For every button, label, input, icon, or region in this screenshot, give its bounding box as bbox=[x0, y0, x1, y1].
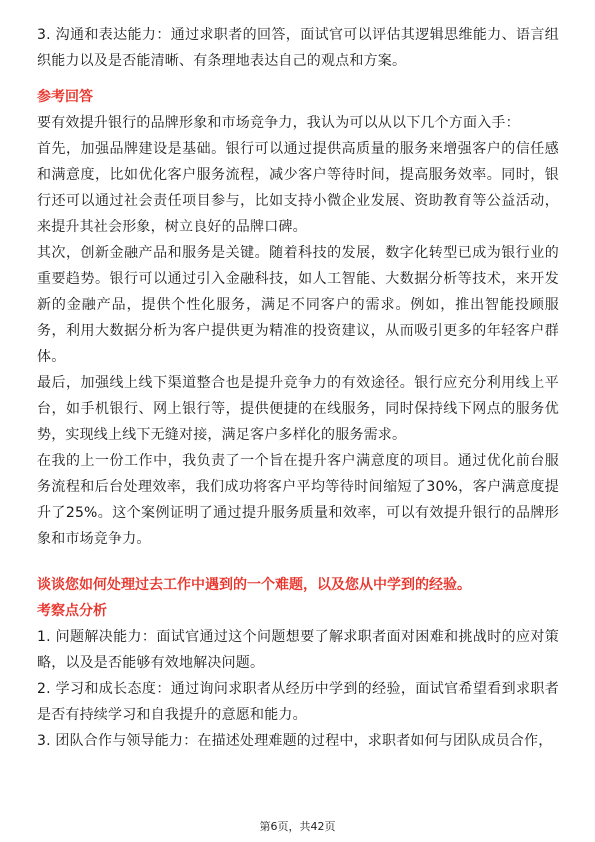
answer-paragraph-example: 在我的上一份工作中，我负责了一个旨在提升客户满意度的项目。通过优化前台服务流程和后台处理效率，我们成功将客户平均等待时间缩短了30%，客户满意度提升了25%。这个案例证明了通过提升服务质量和效率，可以有效提升银行的品牌形象和市场竞争力。 bbox=[37, 453, 559, 547]
analysis-item-3: 3. 团队合作与领导能力：在描述处理难题的过程中，求职者如何与团队成员合作， bbox=[37, 733, 553, 749]
interview-question: 谈谈您如何处理过去工作中遇到的一个难题，以及您从中学到的经验。 bbox=[37, 577, 471, 593]
answer-paragraph-last: 最后，加强线上线下渠道整合也是提升竞争力的有效途径。银行应充分利用线上平台，如手机银行、网上银行等，提供便捷的在线服务，同时保持线下网点的服务优势，实现线上线下无缝对接，满足客户多样化的服务需求。 bbox=[37, 375, 559, 443]
reference-answer-heading: 参考回答 bbox=[37, 89, 93, 105]
page-footer: 第6页，共42页 bbox=[259, 820, 336, 833]
analysis-heading: 考察点分析 bbox=[37, 603, 107, 619]
answer-paragraph-intro: 要有效提升银行的品牌形象和市场竞争力，我认为可以从以下几个方面入手： bbox=[37, 115, 520, 131]
analysis-item-1: 1. 问题解决能力：面试官通过这个问题想要了解求职者面对困难和挑战时的应对策略，以及是否能够有效地解决问题。 bbox=[37, 629, 559, 671]
answer-paragraph-second: 其次，创新金融产品和服务是关键。随着科技的发展，数字化转型已成为银行业的重要趋势。银行可以通过引入金融科技，如人工智能、大数据分析等技术，来开发新的金融产品，提供个性化服务，满足不同客户的需求。例如，推出智能投顾服务，利用大数据分析为客户提供更为精准的投资建议，从而吸引更多的年轻客户群体。 bbox=[37, 245, 559, 365]
answer-paragraph-first: 首先，加强品牌建设是基础。银行可以通过提供高质量的服务来增强客户的信任感和满意度，比如优化客户服务流程，减少客户等待时间，提高服务效率。同时，银行还可以通过社会责任项目参与，比如支持小微企业发展、资助教育等公益活动，来提升其社会形象，树立良好的品牌口碑。 bbox=[37, 141, 559, 235]
analysis-item-2: 2. 学习和成长态度：通过询问求职者从经历中学到的经验，面试官希望看到求职者是否有持续学习和自我提升的意愿和能力。 bbox=[37, 681, 559, 723]
page-content bbox=[37, 22, 559, 754]
analysis-item-3-prev: 3. 沟通和表达能力：通过求职者的回答，面试官可以评估其逻辑思维能力、语言组织能力以及是否能清晰、有条理地表达自己的观点和方案。 bbox=[37, 27, 559, 69]
